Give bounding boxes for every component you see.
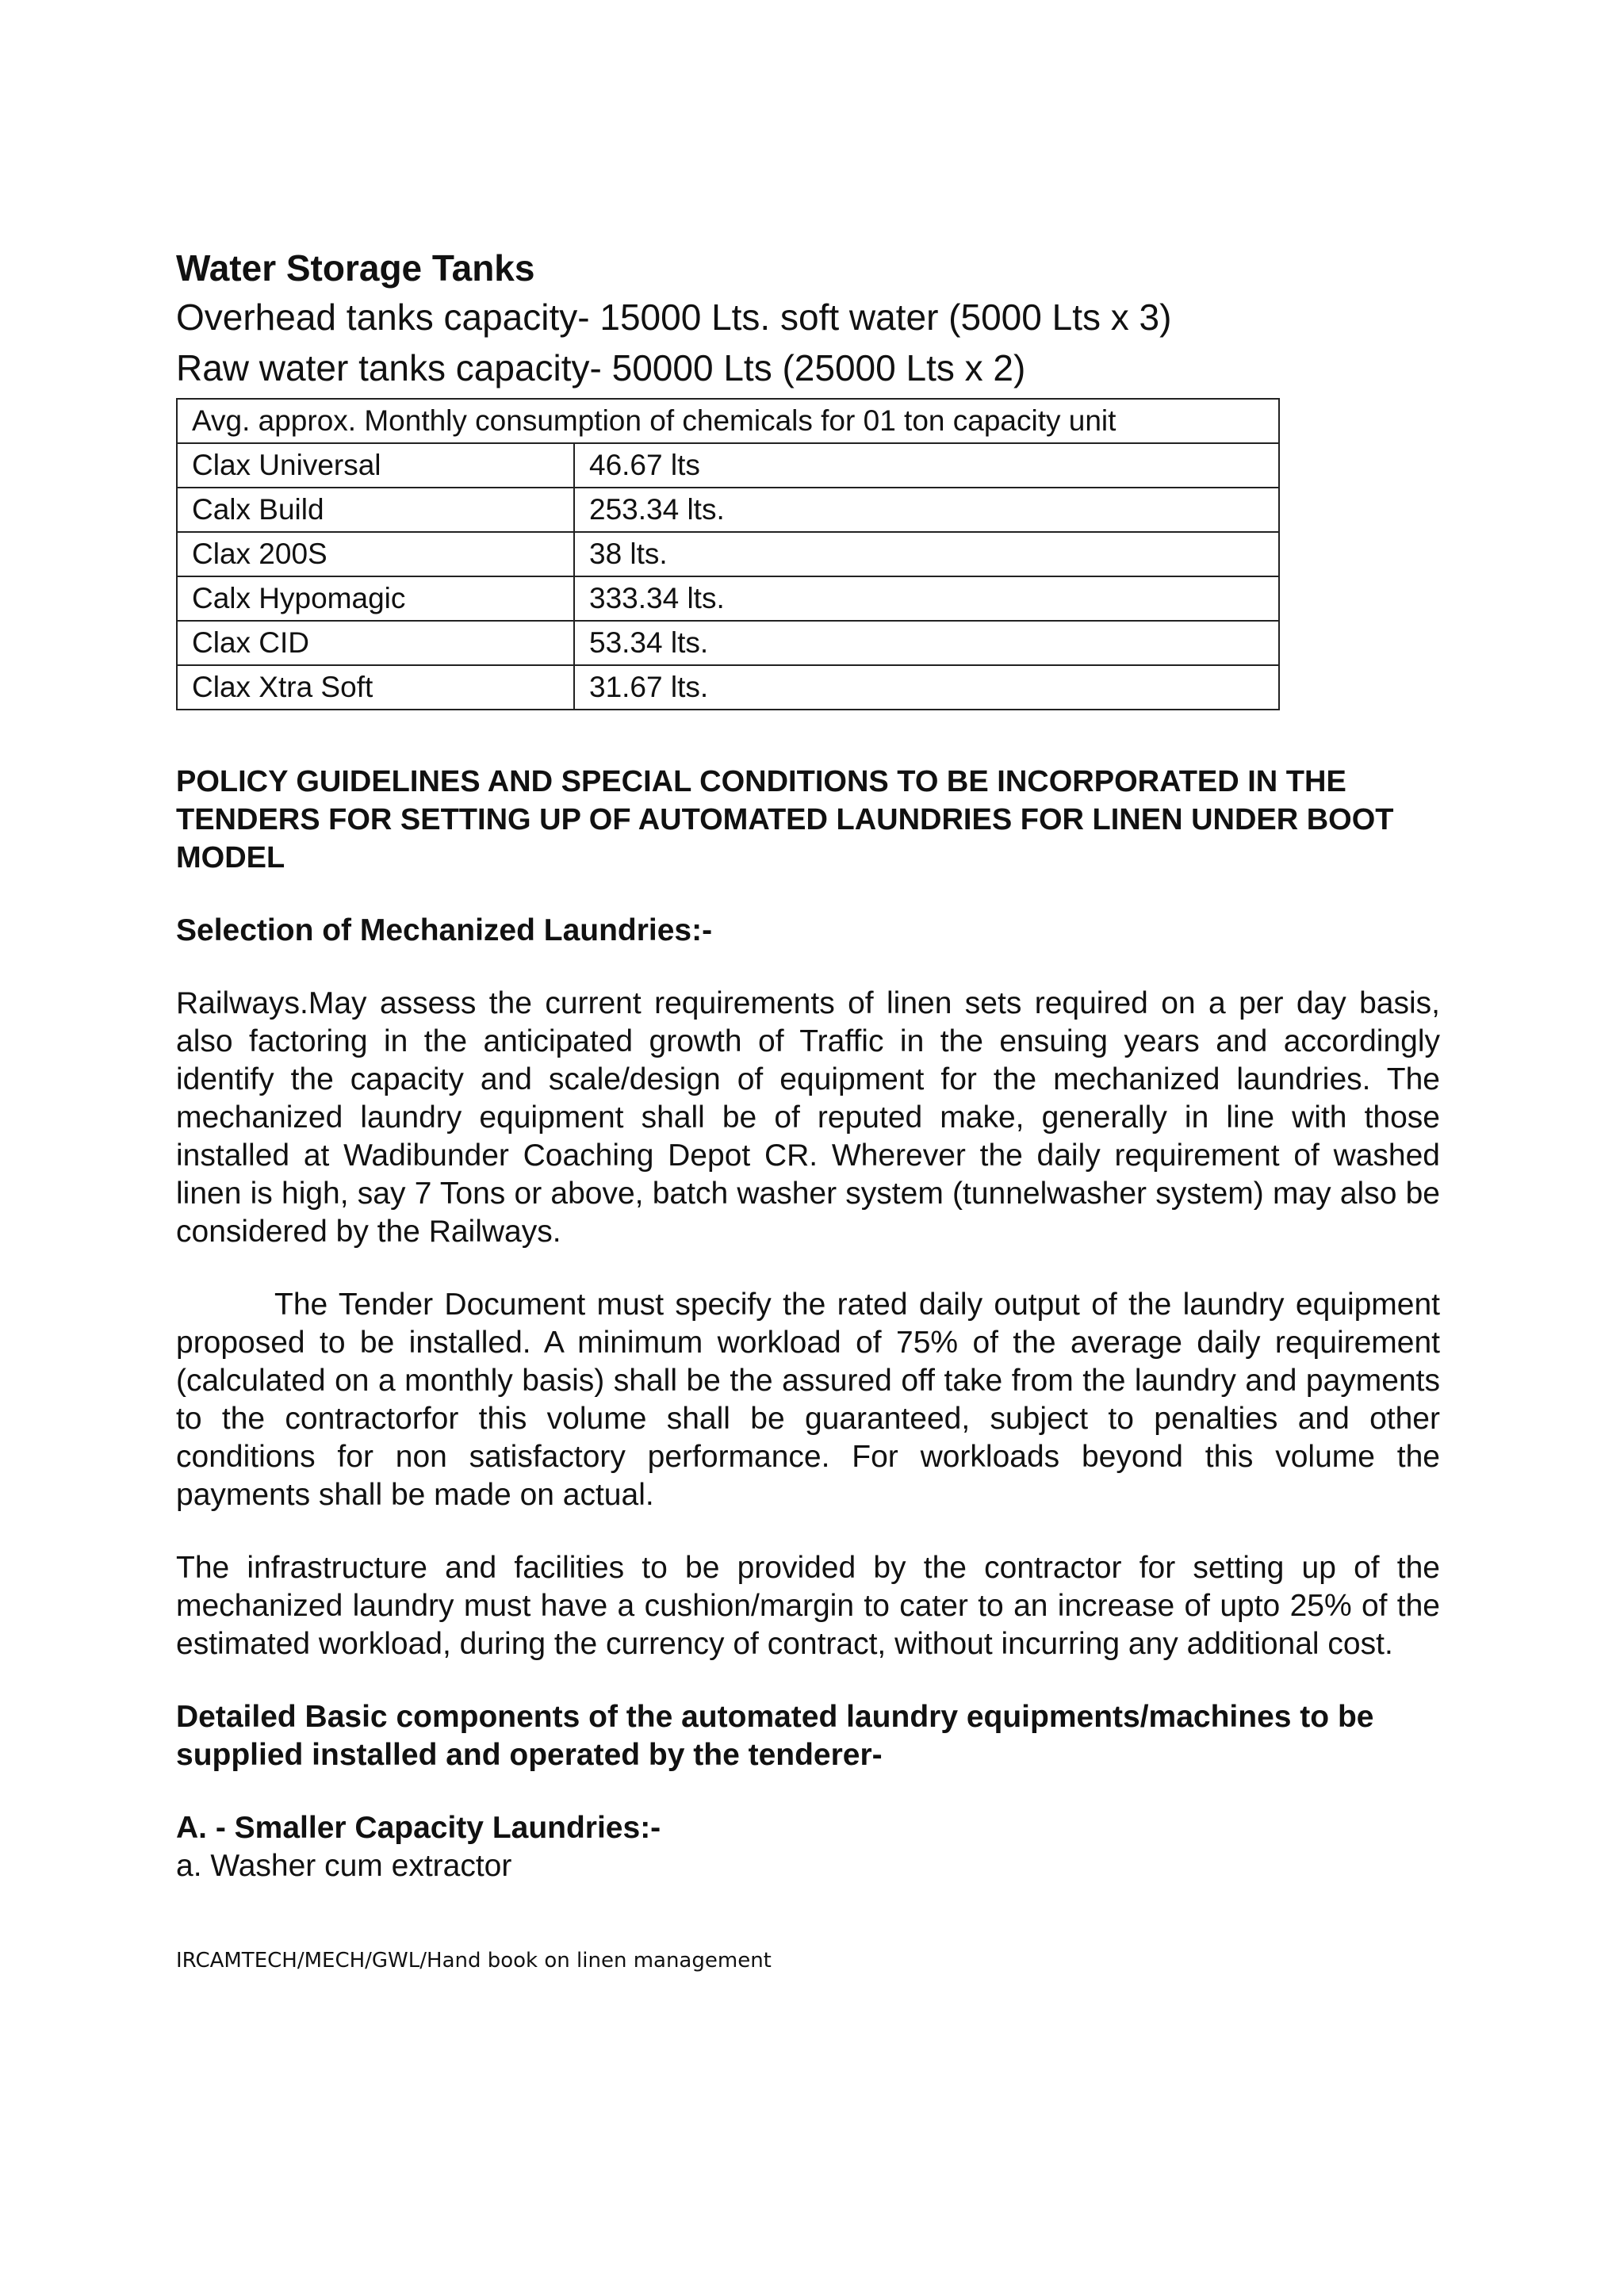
paragraph-tender-document: The Tender Document must specify the rated daily output of the laundry equipment proposed to be installed. A minimum workload of 75% of the average daily requirement (calculated on a monthly basis) shall be the assured off take from the laundry and payments to the contractorfor this volume shall be guaranteed, subject to penalties and other conditions for non satisfactory performance. For workloads beyond this volume the payments shall be made on actual. (176, 1288, 1440, 1512)
table-row (177, 443, 1279, 488)
page-footer: IRCAMTECH/MECH/GWL/Hand book on linen management (176, 1949, 772, 1973)
table-row (177, 488, 1279, 532)
document-page (176, 244, 1448, 1885)
policy-heading: POLICY GUIDELINES AND SPECIAL CONDITIONS TO BE INCORPORATED IN THE TENDERS FOR SETTING UP OF AUTOMATED LAUNDRIES FOR LINEN UNDER BOOT MODEL (176, 765, 1394, 874)
chemical-value: 38 lts. (574, 532, 1279, 576)
chemical-name: Calx Build (177, 488, 574, 532)
chemical-value: 333.34 lts. (574, 576, 1279, 621)
smaller-capacity-heading: A. - Smaller Capacity Laundries:- (176, 1811, 661, 1845)
chemical-name: Clax 200S (177, 532, 574, 576)
table-row (177, 532, 1279, 576)
chemicals-table (176, 398, 1280, 710)
chemical-name: Clax Xtra Soft (177, 665, 574, 710)
components-heading: Detailed Basic components of the automated laundry equipments/machines to be supplied installed and operated by the tenderer- (176, 1700, 1374, 1772)
selection-heading: Selection of Mechanized Laundries:- (176, 913, 713, 947)
paragraph-requirements: Railways.May assess the current requirements of linen sets required on a per day basis, also factoring in the anticipated growth of Traffic in the ensuing years and accordingly identify the capacity and scale/design of equipment for the mechanized laundries. The mechanized laundry equipment shall be of reputed make, generally in line with those installed at Wadibunder Coaching Depot CR. Wherever the daily requirement of washed linen is high, say 7 Tons or above, batch washer system (tunnelwasher system) may also be considered by the Railways. (176, 986, 1440, 1249)
table-row (177, 576, 1279, 621)
table-header-row (177, 399, 1279, 443)
table-header-cell: Avg. approx. Monthly consumption of chemicals for 01 ton capacity unit (177, 399, 1279, 443)
table-row (177, 665, 1279, 710)
chemical-value: 46.67 lts (574, 443, 1279, 488)
table-row (177, 621, 1279, 665)
list-item: a. Washer cum extractor (176, 1849, 512, 1883)
chemical-value: 31.67 lts. (574, 665, 1279, 710)
chemical-value: 53.34 lts. (574, 621, 1279, 665)
overhead-capacity: Overhead tanks capacity- 15000 Lts. soft water (5000 Lts x 3) (176, 297, 1172, 338)
raw-capacity: Raw water tanks capacity- 50000 Lts (25000 Lts x 2) (176, 347, 1026, 388)
chemical-name: Clax Universal (177, 443, 574, 488)
chemical-name: Clax CID (177, 621, 574, 665)
section-title: Water Storage Tanks (176, 247, 535, 289)
paragraph-infrastructure: The infrastructure and facilities to be provided by the contractor for setting up of the mechanized laundry must have a cushion/margin to cater to an increase of upto 25% of the estimated workload, during the currency of contract, without incurring any additional cost. (176, 1551, 1440, 1661)
chemical-name: Calx Hypomagic (177, 576, 574, 621)
chemical-value: 253.34 lts. (574, 488, 1279, 532)
